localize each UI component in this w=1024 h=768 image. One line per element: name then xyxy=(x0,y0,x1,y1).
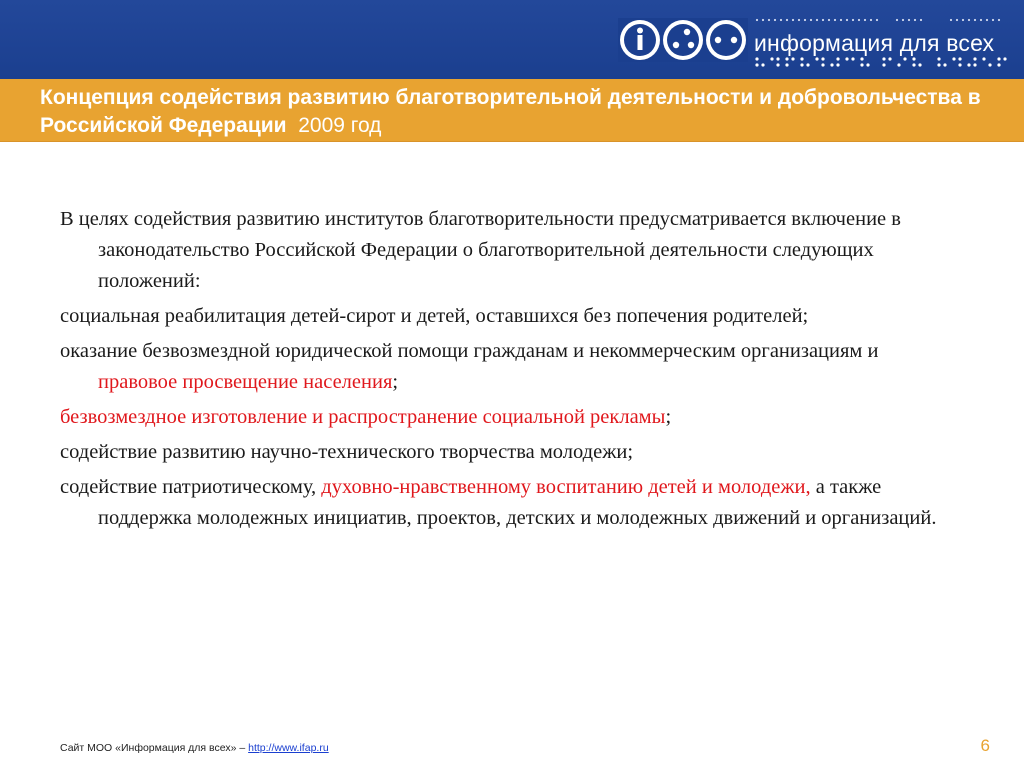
braille-bottom-decoration xyxy=(754,56,1010,70)
title-band xyxy=(0,79,1024,142)
logo-icon xyxy=(618,18,748,62)
header-band xyxy=(0,0,1024,79)
social-ads-highlight: безвозмездное изготовление и распространение социальной рекламы xyxy=(60,406,666,428)
legal-education-highlight: правовое просвещение населения xyxy=(98,371,393,393)
footer-link[interactable]: http://www.ifap.ru xyxy=(248,742,329,754)
patriotic-text: содействие патриотическому, xyxy=(60,476,322,498)
page-title xyxy=(40,84,1000,140)
patriotic-rest: а также поддержка молодежных инициатив, проектов, детских и молодежных движений и организаций. xyxy=(98,476,937,529)
footer-text: Сайт МОО «Информация для всех» – xyxy=(60,742,249,754)
main-content xyxy=(60,204,950,538)
social-ads-punct: ; xyxy=(665,406,672,428)
logo-text: информация для всех xyxy=(754,30,995,56)
title-year: 2009 год xyxy=(298,114,382,137)
list-item-social-ads xyxy=(60,402,950,433)
footer xyxy=(60,742,329,754)
moral-education-highlight: духовно-нравственному воспитанию детей и молодежи, xyxy=(321,476,811,498)
list-item-youth-science: содействие развитию научно-технического творчества молодежи; xyxy=(60,441,634,463)
page-number: 6 xyxy=(980,736,990,755)
legal-aid-text: оказание безвозмездной юридической помощи гражданам и некоммерческим организациям и xyxy=(60,340,879,362)
list-item-rehabilitation: социальная реабилитация детей-сирот и детей, оставшихся без попечения родителей; xyxy=(60,305,809,327)
list-item-patriotic xyxy=(60,472,950,534)
list-item-legal-aid xyxy=(60,336,950,398)
legal-aid-punct: ; xyxy=(392,371,399,393)
braille-top-decoration xyxy=(754,14,1010,26)
paragraph-intro: В целях содействия развитию институтов благотворительности предусматривается включение в законодательство Российской Федерации о благотворительной деятельности следующих положений: xyxy=(60,208,901,292)
title-main: Концепция содействия развитию благотворительной деятельности и добровольчества в Российской Федерации xyxy=(40,86,981,137)
